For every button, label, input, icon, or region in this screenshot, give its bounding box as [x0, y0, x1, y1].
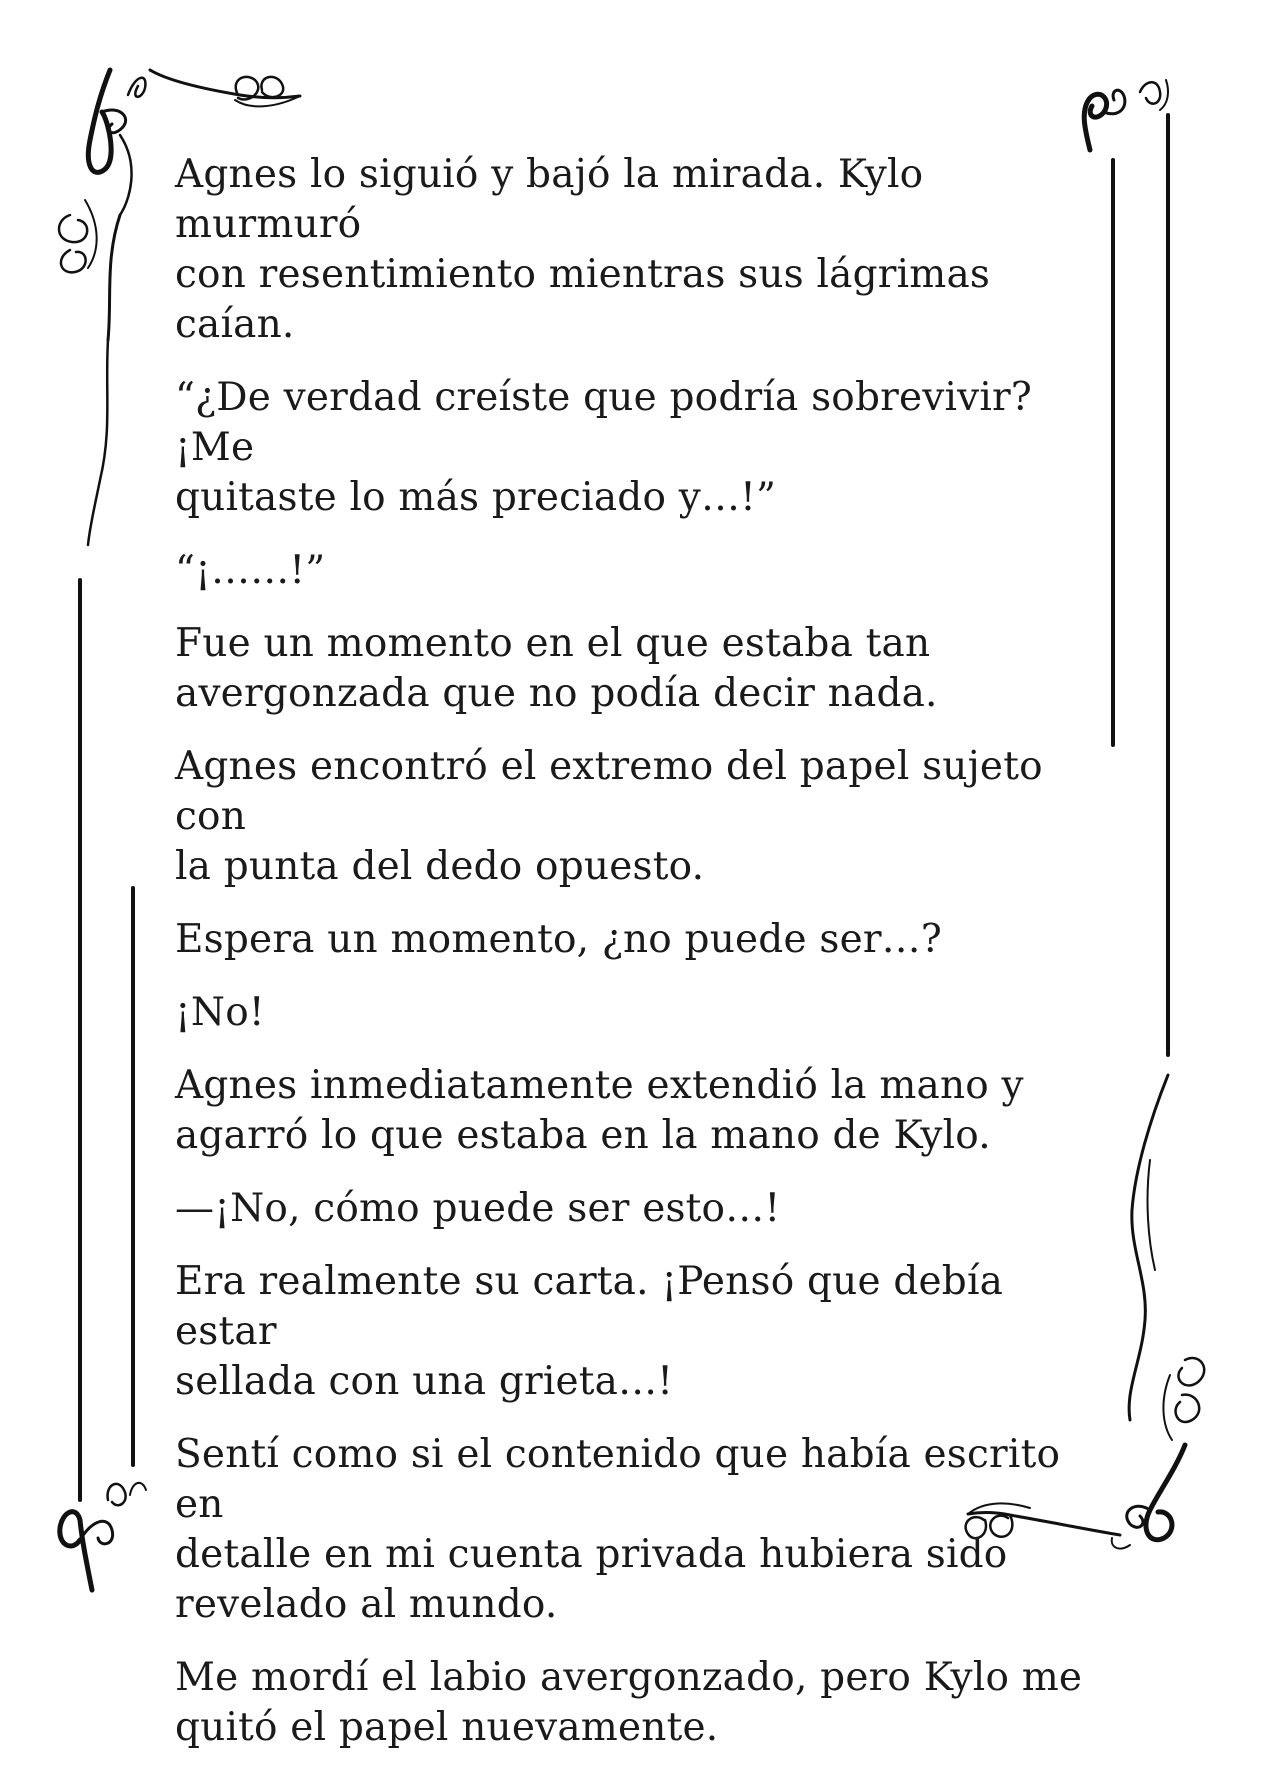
paragraph: Agnes inmediatamente extendió la mano y agarró lo que estaba en la mano de Kylo. [175, 1063, 1024, 1158]
paragraph: Sentí como si el contenido que había escrito en detalle en mi cuenta privada hubiera sido revelado al mundo. [175, 1432, 1061, 1627]
document-body [175, 150, 1105, 1776]
paragraph: Me mordí el labio avergonzado, pero Kylo me quitó el papel nuevamente. [175, 1655, 1083, 1750]
paragraph: Era realmente su carta. ¡Pensó que debía estar sellada con una grieta…! [175, 1259, 1004, 1404]
paragraph: Fue un momento en el que estaba tan avergonzada que no podía decir nada. [175, 621, 938, 716]
paragraph: “¿De verdad creíste que podría sobrevivir? ¡Me quitaste lo más preciado y…!” [175, 375, 1033, 520]
paragraph: ¡No! [175, 990, 265, 1035]
paragraph: —¡No, cómo puede ser esto…! [175, 1186, 781, 1231]
paragraph: Espera un momento, ¿no puede ser…? [175, 917, 942, 962]
bottom-left-flourish-icon [60, 1483, 146, 1590]
paragraph: Agnes encontró el extremo del papel sujeto con la punta del dedo opuesto. [175, 744, 1043, 889]
paragraph: “¡……!” [175, 548, 326, 593]
paragraph: Agnes lo siguió y bajó la mirada. Kylo murmuró con resentimiento mientras sus lágrimas caían. [175, 152, 991, 347]
